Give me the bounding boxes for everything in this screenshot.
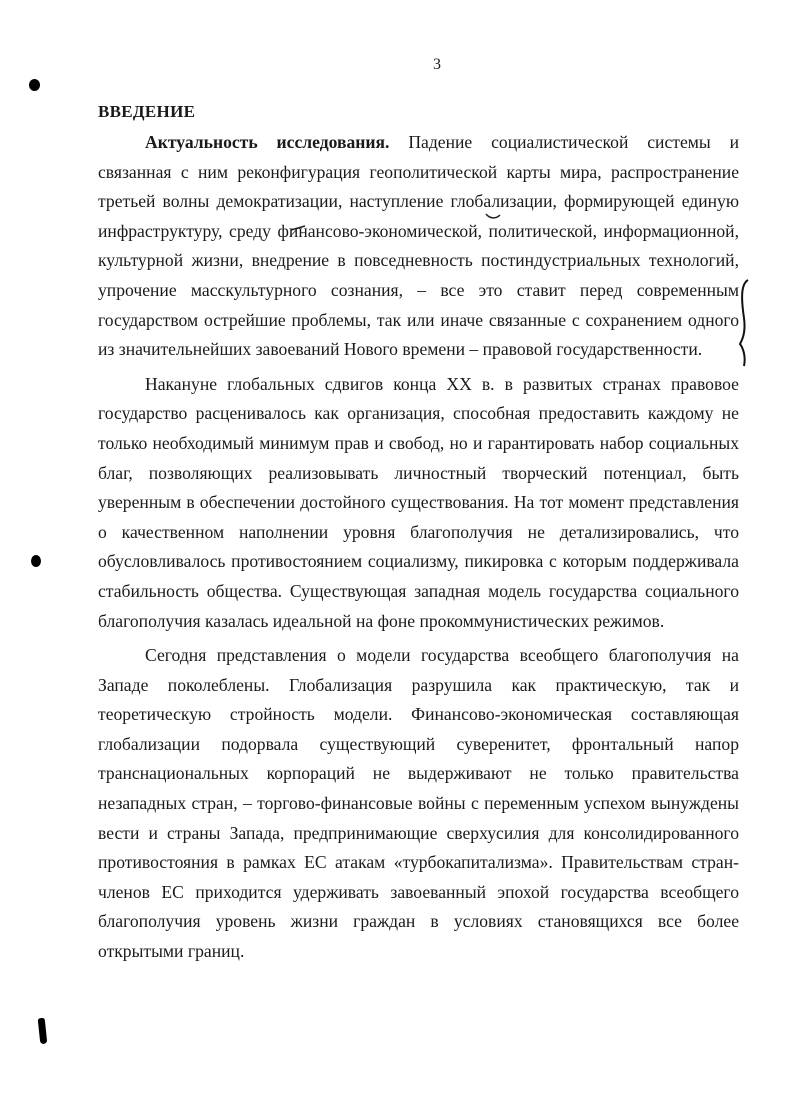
paragraph-text: Сегодня представления о модели государства всеобщего благополучия на Западе поколеблены. Глобализация разрушила как практическую, так и теоретическую стройность модели. Финансово-экономическая составляющая глобализации подорвала существующий суверенитет, фронтальный напор транснациональных корпораций не выдерживают не только правительства незападных стран, – торгово-финансовые войны с переменным успехом вынуждены вести и страны Запада, предпринимающие сверхусилия для консолидированного противостояния в рамках ЕС атакам «турбокапитализма». Правительствам стран-членов ЕС приходится удерживать завоеванный эпохой государства всеобщего благополучия уровень жизни граждан в условиях становящихся все более открытыми границ. [98,645,739,962]
margin-bracket-mark [738,278,752,368]
paragraph [98,128,739,365]
scan-artifact-mark [38,1018,48,1045]
punch-hole-mark [29,79,40,91]
page-number: 3 [433,56,441,73]
paragraph-text: Падение социалистической системы и связанная с ним реконфигурация геополитической карты мира, распространение третьей волны демократизации, наступление глобализации, формирующей единую инфраструктуру, среду финансово-экономической, политической, информационной, культурной жизни, внедрение в повседневность постиндустриальных технологий, упрочение масскультурного сознания, – все это ставит перед современным государством острейшие проблемы, так или иначе связанные с сохранением одного из значительнейших завоеваний Нового времени – правовой государственности. [98,132,739,360]
paragraph-lead: Актуальность исследования. [145,132,390,152]
paragraph-text: Накануне глобальных сдвигов конца XX в. в развитых странах правовое государство расценивалось как организация, способная предоставить каждому не только необходимый минимум прав и свобод, но и гарантировать набор социальных благ, позволяющих реализовывать личностный творческий потенциал, быть уверенным в обеспечении достойного существования. На тот момент представления о качественном наполнении уровня благополучия не детализировались, что обусловливалось противостоянием социализму, пикировка с которым поддерживала стабильность общества. Существующая западная модель государства социального благополучия казалась идеальной на фоне прокоммунистических режимов. [98,373,739,631]
section-heading: ВВЕДЕНИЕ [98,102,196,121]
paragraph [98,370,739,636]
body-text [98,128,739,967]
paragraph [98,641,739,967]
punch-hole-mark [31,555,41,567]
